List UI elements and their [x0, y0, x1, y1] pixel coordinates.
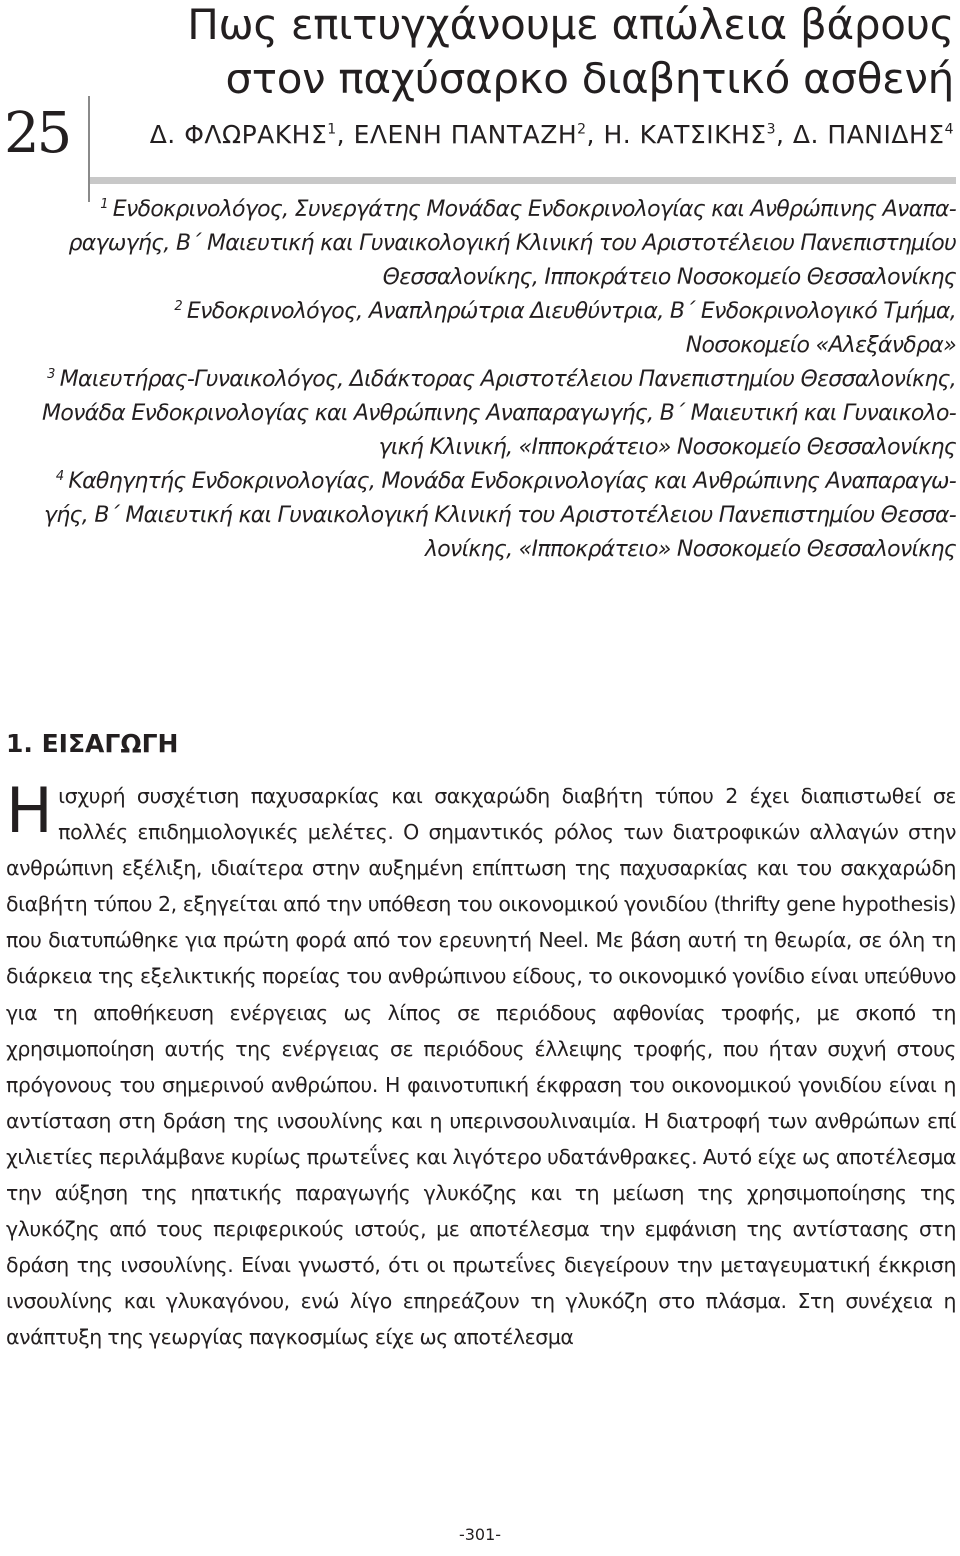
affiliation-text: Μαιευτήρας-Γυναικολόγος, Διδάκτορας Αριστοτέλειου Πανεπιστημίου Θεσσαλονίκης, Μονάδα Ενδοκρινολογίας και Ανθρώπινης Αναπαραγωγής, Β΄ Μαιευτική και Γυναικολο- γική Κλινική, «Ιπποκράτειο» Νοσοκομείο Θεσσαλονίκης: [42, 367, 956, 460]
affiliation-superscript: 4: [55, 468, 64, 484]
author-superscript: 2: [577, 121, 587, 138]
section-heading: 1. ΕΙΣΑΓΩΓΗ: [6, 729, 179, 758]
affiliation: [4, 465, 956, 567]
affiliation: [4, 193, 956, 295]
page-number: -301-: [458, 1525, 502, 1544]
author-superscript: 1: [327, 121, 337, 138]
author-name: Δ. ΠΑΝΙΔΗΣ: [792, 120, 945, 149]
drop-cap: Η: [6, 774, 53, 847]
affiliation: [4, 363, 956, 465]
body-paragraph: [6, 774, 956, 1356]
affiliation: [4, 295, 956, 363]
author-name: ΕΛΕΝΗ ΠΑΝΤΑΖΗ: [353, 120, 578, 149]
author-list: [150, 118, 954, 152]
body-text: ισχυρή συσχέτιση παχυσαρκίας και σακχαρώδη διαβήτη τύπου 2 έχει διαπιστωθεί σε πολλές επιδημιολογικές μελέτες. Ο σημαντικός ρόλος των διατροφικών αλλαγών στην ανθρώπινη εξέλιξη, ιδιαίτερα στην αυξημένη επίπτωση της παχυσαρκίας και του σακχαρώδη διαβήτη τύπου 2, εξηγείται από την υπόθεση του οικονομικού γονιδίου (thrifty gene hypothesis) που διατυπώθηκε για πρώτη φορά από τον ερευνητή Neel. Με βάση αυτή τη θεωρία, σε όλη τη διάρκεια της εξελικτικής πορείας του ανθρώπινου είδους, το οικονομικό γονίδιο είναι υπεύθυνο για τη αποθήκευση ενέργειας ως λίπος σε περιόδους αφθονίας τροφής, με σκοπό τη χρησιμοποίηση αυτής της ενέργειας σε περιόδους έλλειψης τροφής, που ήταν συχνή στους πρόγονους του σημερινού ανθρώπου. Η φαινοτυπική έκφραση του οικονομικού γονιδίου είναι η αντίσταση στη δράση της ινσουλίνης και η υπερινσουλιναιμία. Η διατροφή των ανθρώπων επί χιλιετίες περιλάμβανε κυρίως πρωτεΐνες και λιγότερο υδατάνθρακες. Αυτό είχε ως αποτέλεσμα την αύξηση της ηπατικής παραγωγής γλυκόζης και τη μείωση της χρησιμοποίησης της γλυκόζης από τους περιφερικούς ιστούς, με αποτέλεσμα την εμφάνιση της αντίστασης στη δράση της ινσουλίνης. Είναι γνωστό, ότι οι πρωτεΐνες διεγείρουν την μεταγευματική έκκριση ινσουλίνης και γλυκαγόνου, ενώ λίγο επηρεάζουν τη γλυκόζη στο πλάσμα. Στη συνέχεια η ανάπτυξη της γεωργίας παγκοσμίως είχε ως αποτέλεσμα: [6, 784, 956, 1350]
affiliation-text: Καθηγητής Ενδοκρινολογίας, Μονάδα Ενδοκρινολογίας και Ανθρώπινης Αναπαραγω- γής, Β΄ Μαιευτική και Γυναικολογική Κλινική του Αριστοτέλειου Πανεπιστημίου Θεσσα- λονίκης, «Ιπποκράτειο» Νοσοκομείο Θεσσαλονίκης: [43, 469, 956, 562]
author-separator: ,: [336, 120, 354, 149]
author-separator: ,: [586, 120, 604, 149]
header-rule: [90, 177, 956, 184]
affiliation-superscript: 3: [47, 366, 55, 382]
affiliation-superscript: 2: [174, 298, 182, 314]
affiliation-superscript: 1: [100, 196, 108, 212]
author-superscript: 3: [766, 121, 776, 138]
affiliations: [4, 193, 956, 567]
author-name: Δ. ΦΛΩΡΑΚΗΣ: [149, 120, 328, 149]
author-separator: ,: [776, 120, 793, 149]
author-name: Η. ΚΑΤΣΙΚΗΣ: [603, 120, 767, 149]
chapter-number: 25: [4, 101, 70, 166]
title-line-1: Πως επιτυγχάνουμε απώλεια βάρους: [187, 0, 954, 49]
affiliation-text: Ενδοκρινολόγος, Συνεργάτης Μονάδας Ενδοκρινολογίας και Ανθρώπινης Αναπα- ραγωγής, Β΄ Μαιευτική και Γυναικολογική Κλινική του Αριστοτέλειου Πανεπιστημίου Θεσσαλονίκης, Ιπποκράτειο Νοσοκομείο Θεσσαλονίκης: [68, 197, 956, 290]
title-line-2: στον παχύσαρκο διαβητικό ασθενή: [225, 54, 954, 103]
affiliation-text: Ενδοκρινολόγος, Αναπληρώτρια Διευθύντρια, Β΄ Ενδοκρινολογικό Τμήμα, Νοσοκομείο «Αλεξάνδρα»: [186, 299, 956, 358]
vertical-rule: [88, 96, 90, 202]
author-superscript: 4: [944, 121, 954, 138]
